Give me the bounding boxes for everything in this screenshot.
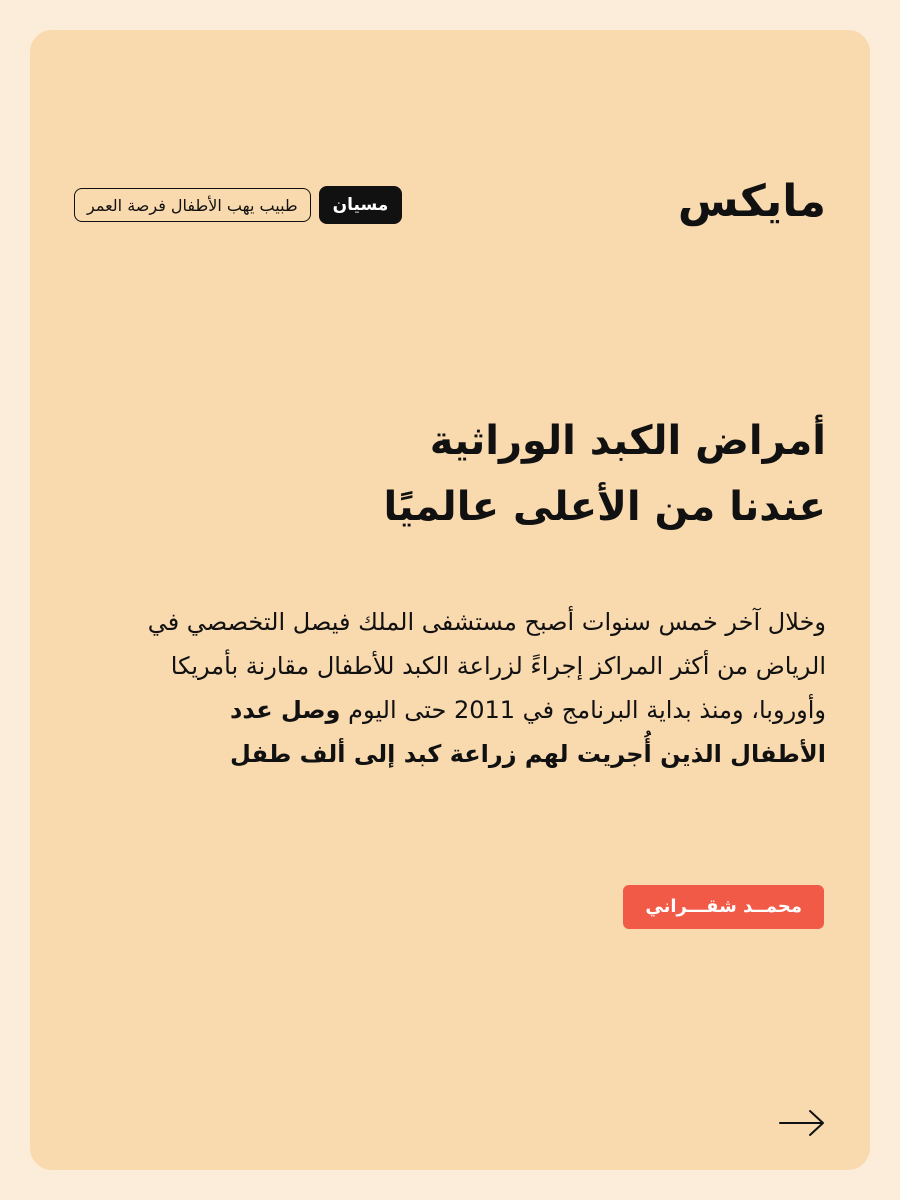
tag-group [74,186,402,224]
author-badge[interactable]: محمــد شقـــراني [623,885,824,929]
body-paragraph [126,600,826,776]
headline-line-2: عندنا من الأعلى عالميًا [383,484,826,530]
headline [106,408,826,540]
brand-logo[interactable]: مايكس [677,176,826,227]
story-title-tag[interactable]: طبيب يهب الأطفال فرصة العمر [74,188,311,222]
body-bold-text: وصل عدد الأطفال الذين أُجريت لهم زراعة كبد إلى ألف طفل [230,696,826,768]
article-card [30,30,870,1170]
section-tag[interactable]: مسيان [319,186,403,224]
arrow-right-icon[interactable] [778,1106,826,1140]
body-regular-text: وخلال آخر خمس سنوات أصبح مستشفى الملك فيصل التخصصي في الرياض من أكثر المراكز إجراءً لزراعة الكبد للأطفال مقارنة بأمريكا وأوروبا، ومنذ بداية البرنامج في 2011 حتى اليوم [147,608,826,724]
headline-line-1: أمراض الكبد الوراثية [429,418,826,464]
